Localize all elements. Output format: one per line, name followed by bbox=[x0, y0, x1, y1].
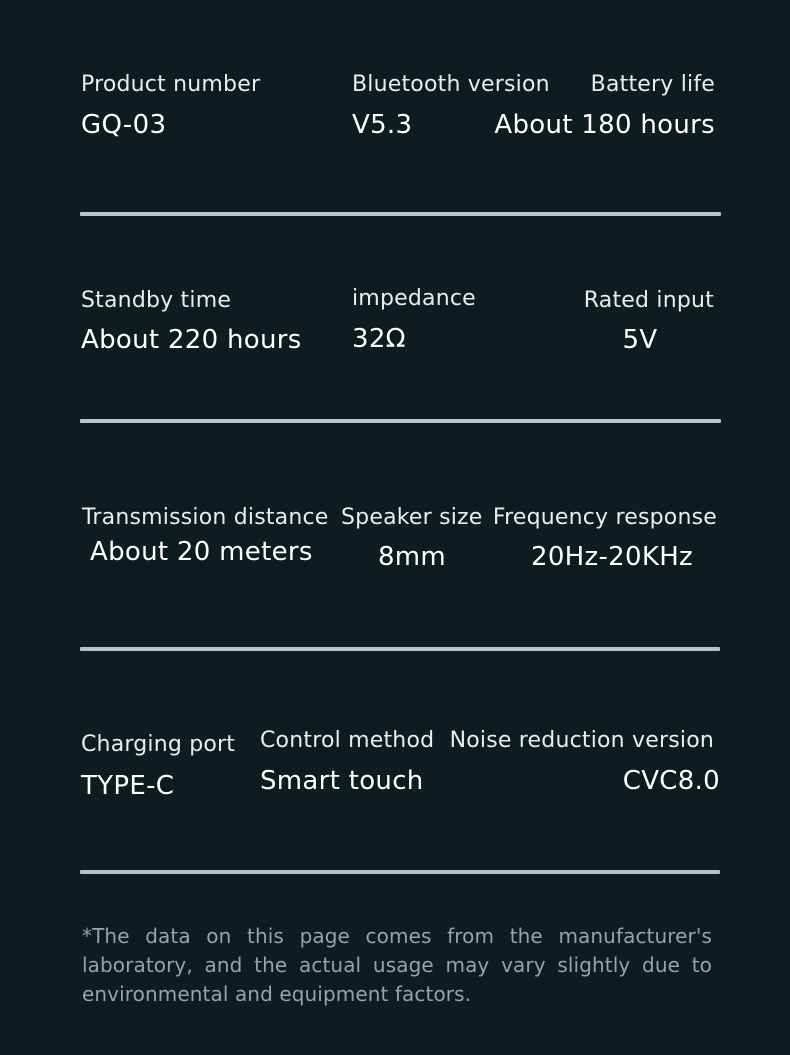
bluetooth-version-value: V5.3 bbox=[352, 110, 413, 140]
bluetooth-version-label: Bluetooth version bbox=[352, 72, 550, 97]
speaker-size-label: Speaker size bbox=[341, 505, 483, 530]
charging-port-value: TYPE-C bbox=[81, 771, 175, 801]
speaker-size-value: 8mm bbox=[377, 542, 447, 572]
noise-reduction-value: CVC8.0 bbox=[622, 766, 720, 796]
product-number-value: GQ-03 bbox=[81, 110, 167, 140]
frequency-response-label: Frequency response bbox=[492, 505, 717, 530]
standby-time-value: About 220 hours bbox=[81, 325, 302, 355]
divider-2 bbox=[80, 419, 721, 423]
impedance-label: impedance bbox=[352, 286, 476, 311]
standby-time-label: Standby time bbox=[81, 288, 232, 313]
rated-input-label: Rated input bbox=[583, 288, 714, 313]
charging-port-label: Charging port bbox=[81, 732, 236, 757]
rated-input-value: 5V bbox=[622, 325, 658, 355]
noise-reduction-label: Noise reduction version bbox=[449, 728, 714, 753]
impedance-value: 32Ω bbox=[352, 324, 406, 354]
divider-1 bbox=[80, 212, 721, 216]
battery-life-value: About 180 hours bbox=[494, 110, 715, 140]
transmission-distance-value: About 20 meters bbox=[90, 537, 313, 567]
transmission-distance-label: Transmission distance bbox=[82, 505, 329, 530]
frequency-response-value: 20Hz-20KHz bbox=[531, 542, 693, 572]
divider-4 bbox=[80, 870, 720, 874]
battery-life-label: Battery life bbox=[590, 72, 715, 97]
control-method-label: Control method bbox=[260, 728, 435, 753]
disclaimer-footnote: *The data on this page comes from the manufacturer's laboratory, and the actual usage may vary slightly due to environmental and equipment factors. bbox=[82, 924, 712, 1006]
product-number-label: Product number bbox=[81, 72, 261, 97]
divider-3 bbox=[80, 647, 720, 651]
control-method-value: Smart touch bbox=[260, 766, 424, 796]
